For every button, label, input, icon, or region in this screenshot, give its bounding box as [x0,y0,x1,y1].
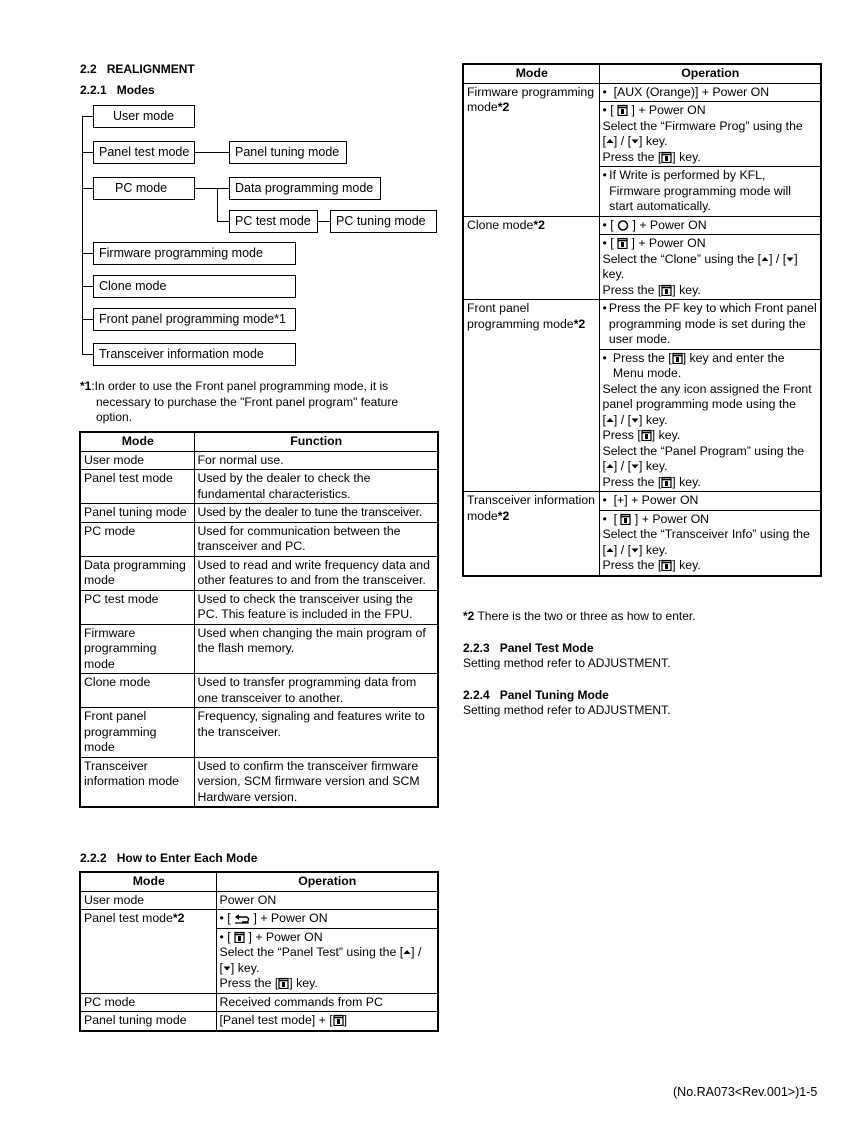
tree-front-panel-mode: Front panel programming mode*1 [93,308,296,331]
ti-select: Select the “Transceiver Info” using the [602,527,810,541]
op-mode-cell [463,216,599,300]
circle-key-icon [617,219,629,231]
back-key-icon [234,912,250,924]
ptun-op: [Panel test mode] + [ [219,1013,333,1027]
note-2-text: There is the two or three as how to enter. [477,609,696,623]
table-row [463,83,821,216]
star2-mark: *2 [497,508,510,523]
function-mode-cell: Firmware programming mode [80,624,194,674]
enter-header-operation: Operation [216,872,438,891]
up-key-icon [606,135,614,147]
function-header-mode: Mode [80,432,194,451]
ti-key: ] key. [639,542,668,557]
panel-test-text: Setting method refer to ADJUSTMENT. [463,656,671,670]
clone-op2: ] + Power ON [631,236,706,250]
star2-mark: *2 [573,316,586,331]
page-footer: (No.RA073<Rev.001>)1-5 [673,1085,818,1099]
fw-op3: If Write is performed by KFL, Firmware programming mode will start automatically. [609,168,791,213]
table-row [80,757,438,807]
down-key-icon [631,460,639,472]
fw-press: Press the [ [602,149,662,164]
fp-press-end-2: ] key. [672,474,701,489]
menu-key-icon [661,559,672,571]
op-mode-cell [463,300,599,492]
tree-pc-test-mode: PC test mode [229,210,318,233]
tree-transceiver-info-mode: Transceiver information mode [93,343,296,366]
pt-press-end: ] key. [289,976,318,990]
enter-heading-title: How to Enter Each Mode [116,851,258,865]
ptun-end: ] [343,1013,348,1027]
up-key-icon [606,460,614,472]
table-row [463,216,821,300]
down-key-icon [786,253,794,265]
table-row [80,556,438,590]
ti-press-end: ] key. [672,558,701,572]
fp-op2a: Press the [ [612,350,672,365]
table-row [463,492,821,576]
enter-heading-number: 2.2.2 [80,851,107,865]
note-1 [80,379,440,426]
enter-table-header [80,872,438,891]
down-key-icon [223,962,231,974]
function-header-function: Function [194,432,438,451]
table-row [80,993,438,1012]
function-mode-cell: User mode [80,451,194,470]
clone-press-end: ] key. [672,282,701,297]
fp-key: ] key. [639,412,668,427]
table-row [80,708,438,758]
enter-op-cell: Power ON [216,891,438,910]
enter-op-cell: • [ ] + Power ON • [ ] + Power ON Select the “Panel Test” using the [ ] / [ ] key. Press the [ ] key. [216,910,438,994]
star2-mark: *2 [533,217,545,232]
clone-op1: ] + Power ON [632,217,707,232]
menu-key-icon [641,429,652,441]
section-number: 2.2 [80,62,97,76]
function-mode-cell: PC mode [80,522,194,556]
enter-table [79,871,439,1032]
fw-mode-label: Firmware programming mode [467,84,595,114]
fp-op2b: ] key and enter the Menu mode. [612,350,785,380]
function-desc-cell: Used to check the transceiver using the PC. This feature is included in the FPU. [194,590,438,624]
fw-op1: [AUX (Orange)] + Power ON [613,84,770,99]
table-row [80,1012,438,1031]
tree-user-mode: User mode [93,105,195,128]
panel-tuning-heading-number: 2.2.4 [463,688,490,702]
fp-press-end: ] key. [651,428,681,442]
fp-press-2: Press the [ [602,474,662,489]
ti-op1: [+] + Power ON [613,493,699,507]
panel-test-heading-number: 2.2.3 [463,641,490,655]
fw-key: ] key. [639,134,668,148]
function-table [79,431,439,808]
tree-clone-mode: Clone mode [93,275,296,298]
fp-mode-label: Front panel programming mode [467,301,574,331]
note-2-mark: *2 [463,609,475,623]
fp-key-2: ] key. [639,459,668,473]
panel-test-heading [463,641,594,655]
ti-op2: ] + Power ON [634,511,710,526]
down-key-icon [631,135,639,147]
op-mode-cell [463,492,599,576]
menu-key-icon [333,1014,344,1026]
up-key-icon [606,544,614,556]
note-1-text: :In order to use the Front panel programming mode, it is [91,379,389,393]
table-row [80,470,438,504]
fw-press-end: ] key. [672,149,701,164]
fp-select: Select the any icon assigned the Front panel programming mode using the [602,381,812,411]
function-desc-cell: Used to read and write frequency data and other features to and from the transceiver. [194,556,438,590]
table-row [80,674,438,708]
op-cell: • [ ] + Power ON • [ ] + Power ON Select the “Clone” using the [ ] / [ ] key. Press the [ ] key. [599,216,821,300]
menu-key-icon [617,237,628,249]
function-mode-cell: Transceiver information mode [80,757,194,807]
function-desc-cell: For normal use. [194,451,438,470]
fp-select-2: Select the “Panel Program” using the [602,443,805,458]
modes-heading-title: Modes [116,83,155,97]
enter-op-cell [216,1012,438,1031]
function-desc-cell: Frequency, signaling and features write to the transceiver. [194,708,438,758]
function-mode-cell: Data programming mode [80,556,194,590]
operation-table [462,63,822,577]
enter-op-cell: Received commands from PC [216,993,438,1012]
down-key-icon [631,414,639,426]
ti-press: Press the [ [602,558,662,572]
enter-mode-cell: Panel tuning mode [80,1012,216,1031]
star2-mark: *2 [497,100,510,114]
pt-select: Select the “Panel Test” using the [ [219,945,404,959]
table-row [80,624,438,674]
fp-press: Press [ [602,428,641,442]
op-header-operation: Operation [599,64,821,83]
table-row [80,910,438,994]
menu-key-icon [234,931,245,943]
clone-select: Select the “Clone” using the [ [602,251,762,266]
table-row [80,451,438,470]
function-desc-cell: Used to transfer programming data from one transceiver to another. [194,674,438,708]
enter-mode-cell [80,910,216,994]
menu-key-icon [661,476,672,488]
pt-key: ] key. [230,960,260,975]
note-1-mark: *1 [80,379,92,393]
up-key-icon [761,253,769,265]
op-header-mode: Mode [463,64,599,83]
pt-op1: ] + Power ON [253,911,328,925]
clone-mode-label: Clone mode [467,217,534,232]
section-title: REALIGNMENT [106,62,195,76]
panel-tuning-heading [463,688,609,702]
modes-heading [80,83,155,97]
op-cell: • Press the PF key to which Front panel programming mode is set during the user mode. • Press the [ ] key and enter the Menu mode. Select the any icon assigned the Front panel programming mode using the [ ] / [ ] key. Press [ ] key. Select the “Panel Program” using the [ ] / [ ] key. Press the [ ] key. [599,300,821,492]
panel-tuning-text: Setting method refer to ADJUSTMENT. [463,703,671,717]
enter-heading [80,851,257,865]
panel-tuning-heading-title: Panel Tuning Mode [499,688,609,702]
note-1-text-2: necessary to purchase the "Front panel program" feature [96,394,399,409]
function-mode-cell: Panel test mode [80,470,194,504]
function-desc-cell: Used to confirm the transceiver firmware version, SCM firmware version and SCM Hardware version. [194,757,438,807]
function-mode-cell: Panel tuning mode [80,504,194,523]
enter-header-mode: Mode [80,872,216,891]
function-desc-cell: Used for communication between the transceiver and PC. [194,522,438,556]
menu-key-icon [617,104,628,116]
pt-press: Press the [ [219,976,279,990]
function-desc-cell: Used when changing the main program of the flash memory. [194,624,438,674]
table-row [80,522,438,556]
op-mode-cell [463,83,599,216]
table-row [80,504,438,523]
fw-select: Select the “Firmware Prog” using the [602,118,803,133]
up-key-icon [606,414,614,426]
enter-mode-cell: User mode [80,891,216,910]
table-row [463,300,821,492]
operation-table-header [463,64,821,83]
note-2 [463,609,696,625]
tree-pc-tuning-mode: PC tuning mode [330,210,437,233]
function-mode-cell: Front panel programming mode [80,708,194,758]
section-heading [80,62,195,76]
menu-key-icon [620,513,631,525]
table-row [80,590,438,624]
menu-key-icon [661,284,672,296]
menu-key-icon [672,352,683,364]
up-key-icon [403,946,411,958]
function-desc-cell: Used by the dealer to tune the transceiver. [194,504,438,523]
function-mode-cell: Clone mode [80,674,194,708]
note-1-text-3: option. [96,410,133,424]
tree-pc-mode: PC mode [93,177,195,200]
function-table-header [80,432,438,451]
enter-mode-cell: PC mode [80,993,216,1012]
tree-data-programming-mode: Data programming mode [229,177,381,200]
modes-heading-number: 2.2.1 [80,83,107,97]
down-key-icon [631,544,639,556]
menu-key-icon [661,151,672,163]
ti-mode-label: Transceiver information mode [467,493,596,523]
fp-op1: Press the PF key to which Front panel programming mode is set during the user mode. [608,301,817,346]
op-cell: • [AUX (Orange)] + Power ON • [ ] + Power ON Select the “Firmware Prog” using the [ ] / [ ] key. Press the [ ] key. • If Write is performed by KFL, Firmware programming mode will start automatically. [599,83,821,216]
panel-test-mode-label: Panel test mode [84,911,173,925]
function-mode-cell: PC test mode [80,590,194,624]
clone-press: Press the [ [602,282,662,297]
tree-panel-test-mode: Panel test mode [93,141,195,164]
star2-mark: *2 [172,911,185,925]
tree-panel-tuning-mode: Panel tuning mode [229,141,347,164]
fw-op2: ] + Power ON [631,103,706,117]
tree-firmware-programming-mode: Firmware programming mode [93,242,296,265]
panel-test-heading-title: Panel Test Mode [499,641,594,655]
table-row [80,891,438,910]
function-desc-cell: Used by the dealer to check the fundamental characteristics. [194,470,438,504]
menu-key-icon [278,977,289,989]
op-cell: • [+] + Power ON • [ ] + Power ON Select the “Transceiver Info” using the [ ] / [ ] key. Press the [ ] key. [599,492,821,576]
pt-op2: ] + Power ON [248,929,323,944]
